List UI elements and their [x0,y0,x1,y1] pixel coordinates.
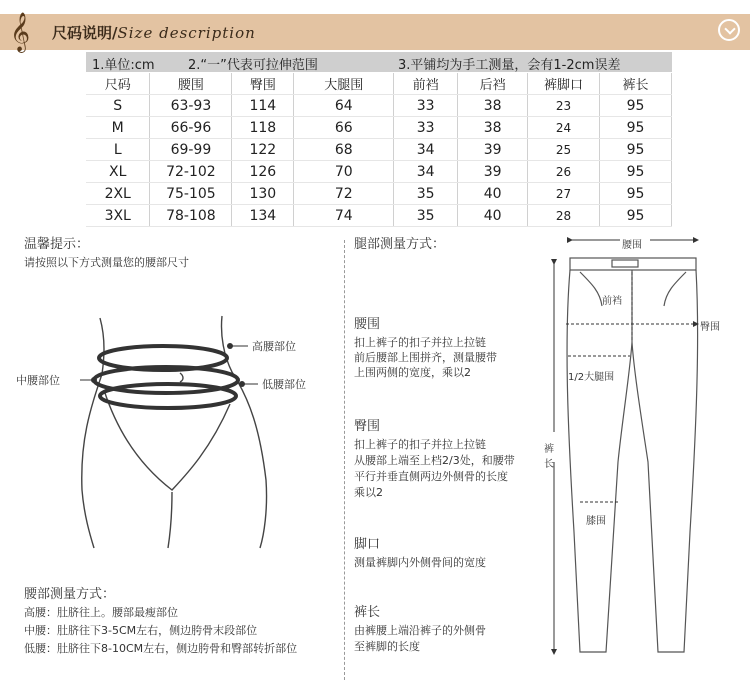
pants-illustration [540,232,740,672]
cell-hip: 114 [232,95,294,117]
cell-thigh: 70 [294,161,394,183]
table-row [86,95,672,117]
waist-measure-line3: 上围两侧的宽度，乘以2 [354,366,471,379]
cell-hip: 134 [232,205,294,227]
length-measure-line2: 至裤脚的长度 [354,640,420,653]
cell-back-rise: 39 [458,161,528,183]
cell-back-rise: 40 [458,183,528,205]
cell-waist: 75-105 [150,183,232,205]
leg-method-title: 腿部测量方式： [354,237,446,252]
pants-label-length: 裤长 [544,444,554,470]
cell-thigh: 66 [294,117,394,139]
cell-hem: 24 [528,117,600,139]
table-row [86,161,672,183]
cell-hip: 130 [232,183,294,205]
header-size: 尺码 [86,73,150,95]
cell-front-rise: 33 [394,117,458,139]
cell-waist: 72-102 [150,161,232,183]
cell-size: L [86,139,150,161]
cell-front-rise: 33 [394,95,458,117]
note-unit: 1.单位:cm [92,58,155,73]
table-row [86,117,672,139]
cell-length: 95 [600,183,672,205]
cell-hem: 28 [528,205,600,227]
table-row [86,139,672,161]
cell-length: 95 [600,139,672,161]
cell-length: 95 [600,95,672,117]
cell-hip: 118 [232,117,294,139]
chevron-down-icon[interactable] [718,19,740,41]
hip-measure-line2: 从腰部上端至上档2/3处，和腰带 [354,454,515,467]
cell-thigh: 68 [294,139,394,161]
note-error: 3.平铺均为手工测量，会有1-2cm误差 [398,58,621,73]
tips-title: 温馨提示： [24,237,90,252]
header-back-rise: 后裆 [458,73,528,95]
waist-method-low: 低腰：肚脐往下8-10CM左右，侧边胯骨和臀部转折部位 [24,642,298,655]
pants-label-waist: 腰围 [622,240,642,251]
banner-title-en: Size description [117,24,256,42]
waist-measure-line1: 扣上裤子的扣子并拉上拉链 [354,336,486,349]
header-length: 裤长 [600,73,672,95]
cell-back-rise: 38 [458,95,528,117]
cell-hem: 26 [528,161,600,183]
cell-hip: 122 [232,139,294,161]
treble-clef-icon: 𝄞 [10,12,31,52]
pants-label-hip: 臀围 [700,322,720,333]
pants-label-front-rise: 前裆 [602,296,622,307]
waist-method-high: 高腰：肚脐往上。腰部最瘦部位 [24,606,178,619]
section-divider [344,240,345,680]
pants-label-knee: 膝围 [586,516,606,527]
cell-back-rise: 40 [458,205,528,227]
cell-hem: 23 [528,95,600,117]
hip-measure-line1: 扣上裤子的扣子并拉上拉链 [354,438,486,451]
length-measure-line1: 由裤腰上端沿裤子的外侧骨 [354,624,486,637]
cell-front-rise: 35 [394,205,458,227]
label-low-waist: 低腰部位 [262,378,306,391]
label-mid-waist: 中腰部位 [16,374,60,387]
note-stretch: 2.“一”代表可拉伸范围 [188,58,318,73]
label-high-waist: 高腰部位 [252,340,296,353]
cell-front-rise: 34 [394,161,458,183]
length-measure-title: 裤长 [354,605,381,620]
cell-waist: 69-99 [150,139,232,161]
hip-measure-line3: 平行并垂直侧两边外侧骨的长度 [354,470,508,483]
header-banner [0,14,750,50]
pants-label-thigh: 1/2大腿围 [568,372,615,383]
cell-thigh: 72 [294,183,394,205]
cell-back-rise: 38 [458,117,528,139]
cell-hip: 126 [232,161,294,183]
cell-size: 3XL [86,205,150,227]
cell-thigh: 64 [294,95,394,117]
cell-front-rise: 34 [394,139,458,161]
cell-waist: 66-96 [150,117,232,139]
cell-length: 95 [600,117,672,139]
hem-measure-line1: 测量裤脚内外侧骨间的宽度 [354,556,486,569]
cell-size: S [86,95,150,117]
cell-back-rise: 39 [458,139,528,161]
hip-measure-line4: 乘以2 [354,486,383,499]
waist-measure-title: 腰围 [354,317,381,332]
cell-size: M [86,117,150,139]
tips-body: 请按照以下方式测量您的腰部尺寸 [24,256,189,269]
banner-title [52,22,256,43]
table-row [86,183,672,205]
cell-front-rise: 35 [394,183,458,205]
waist-method-mid: 中腰：肚脐往下3-5CM左右，侧边胯骨末段部位 [24,624,258,637]
waist-method-title: 腰部测量方式： [24,587,116,602]
size-table [86,73,672,227]
cell-hem: 27 [528,183,600,205]
hem-measure-title: 脚口 [354,537,381,552]
header-front-rise: 前裆 [394,73,458,95]
table-header-row [86,73,672,95]
hip-measure-title: 臀围 [354,419,381,434]
cell-size: 2XL [86,183,150,205]
cell-length: 95 [600,205,672,227]
cell-waist: 78-108 [150,205,232,227]
cell-thigh: 74 [294,205,394,227]
banner-title-cn: 尺码说明/ [52,24,118,42]
waist-illustration [60,300,350,550]
header-hem: 裤脚口 [528,73,600,95]
cell-size: XL [86,161,150,183]
header-waist: 腰围 [150,73,232,95]
cell-hem: 25 [528,139,600,161]
waist-measure-line2: 前后腰部上围拼齐，测量腰带 [354,351,497,364]
cell-length: 95 [600,161,672,183]
notes-bar [86,52,672,72]
header-thigh: 大腿围 [294,73,394,95]
header-hip: 臀围 [232,73,294,95]
cell-waist: 63-93 [150,95,232,117]
table-row [86,205,672,227]
